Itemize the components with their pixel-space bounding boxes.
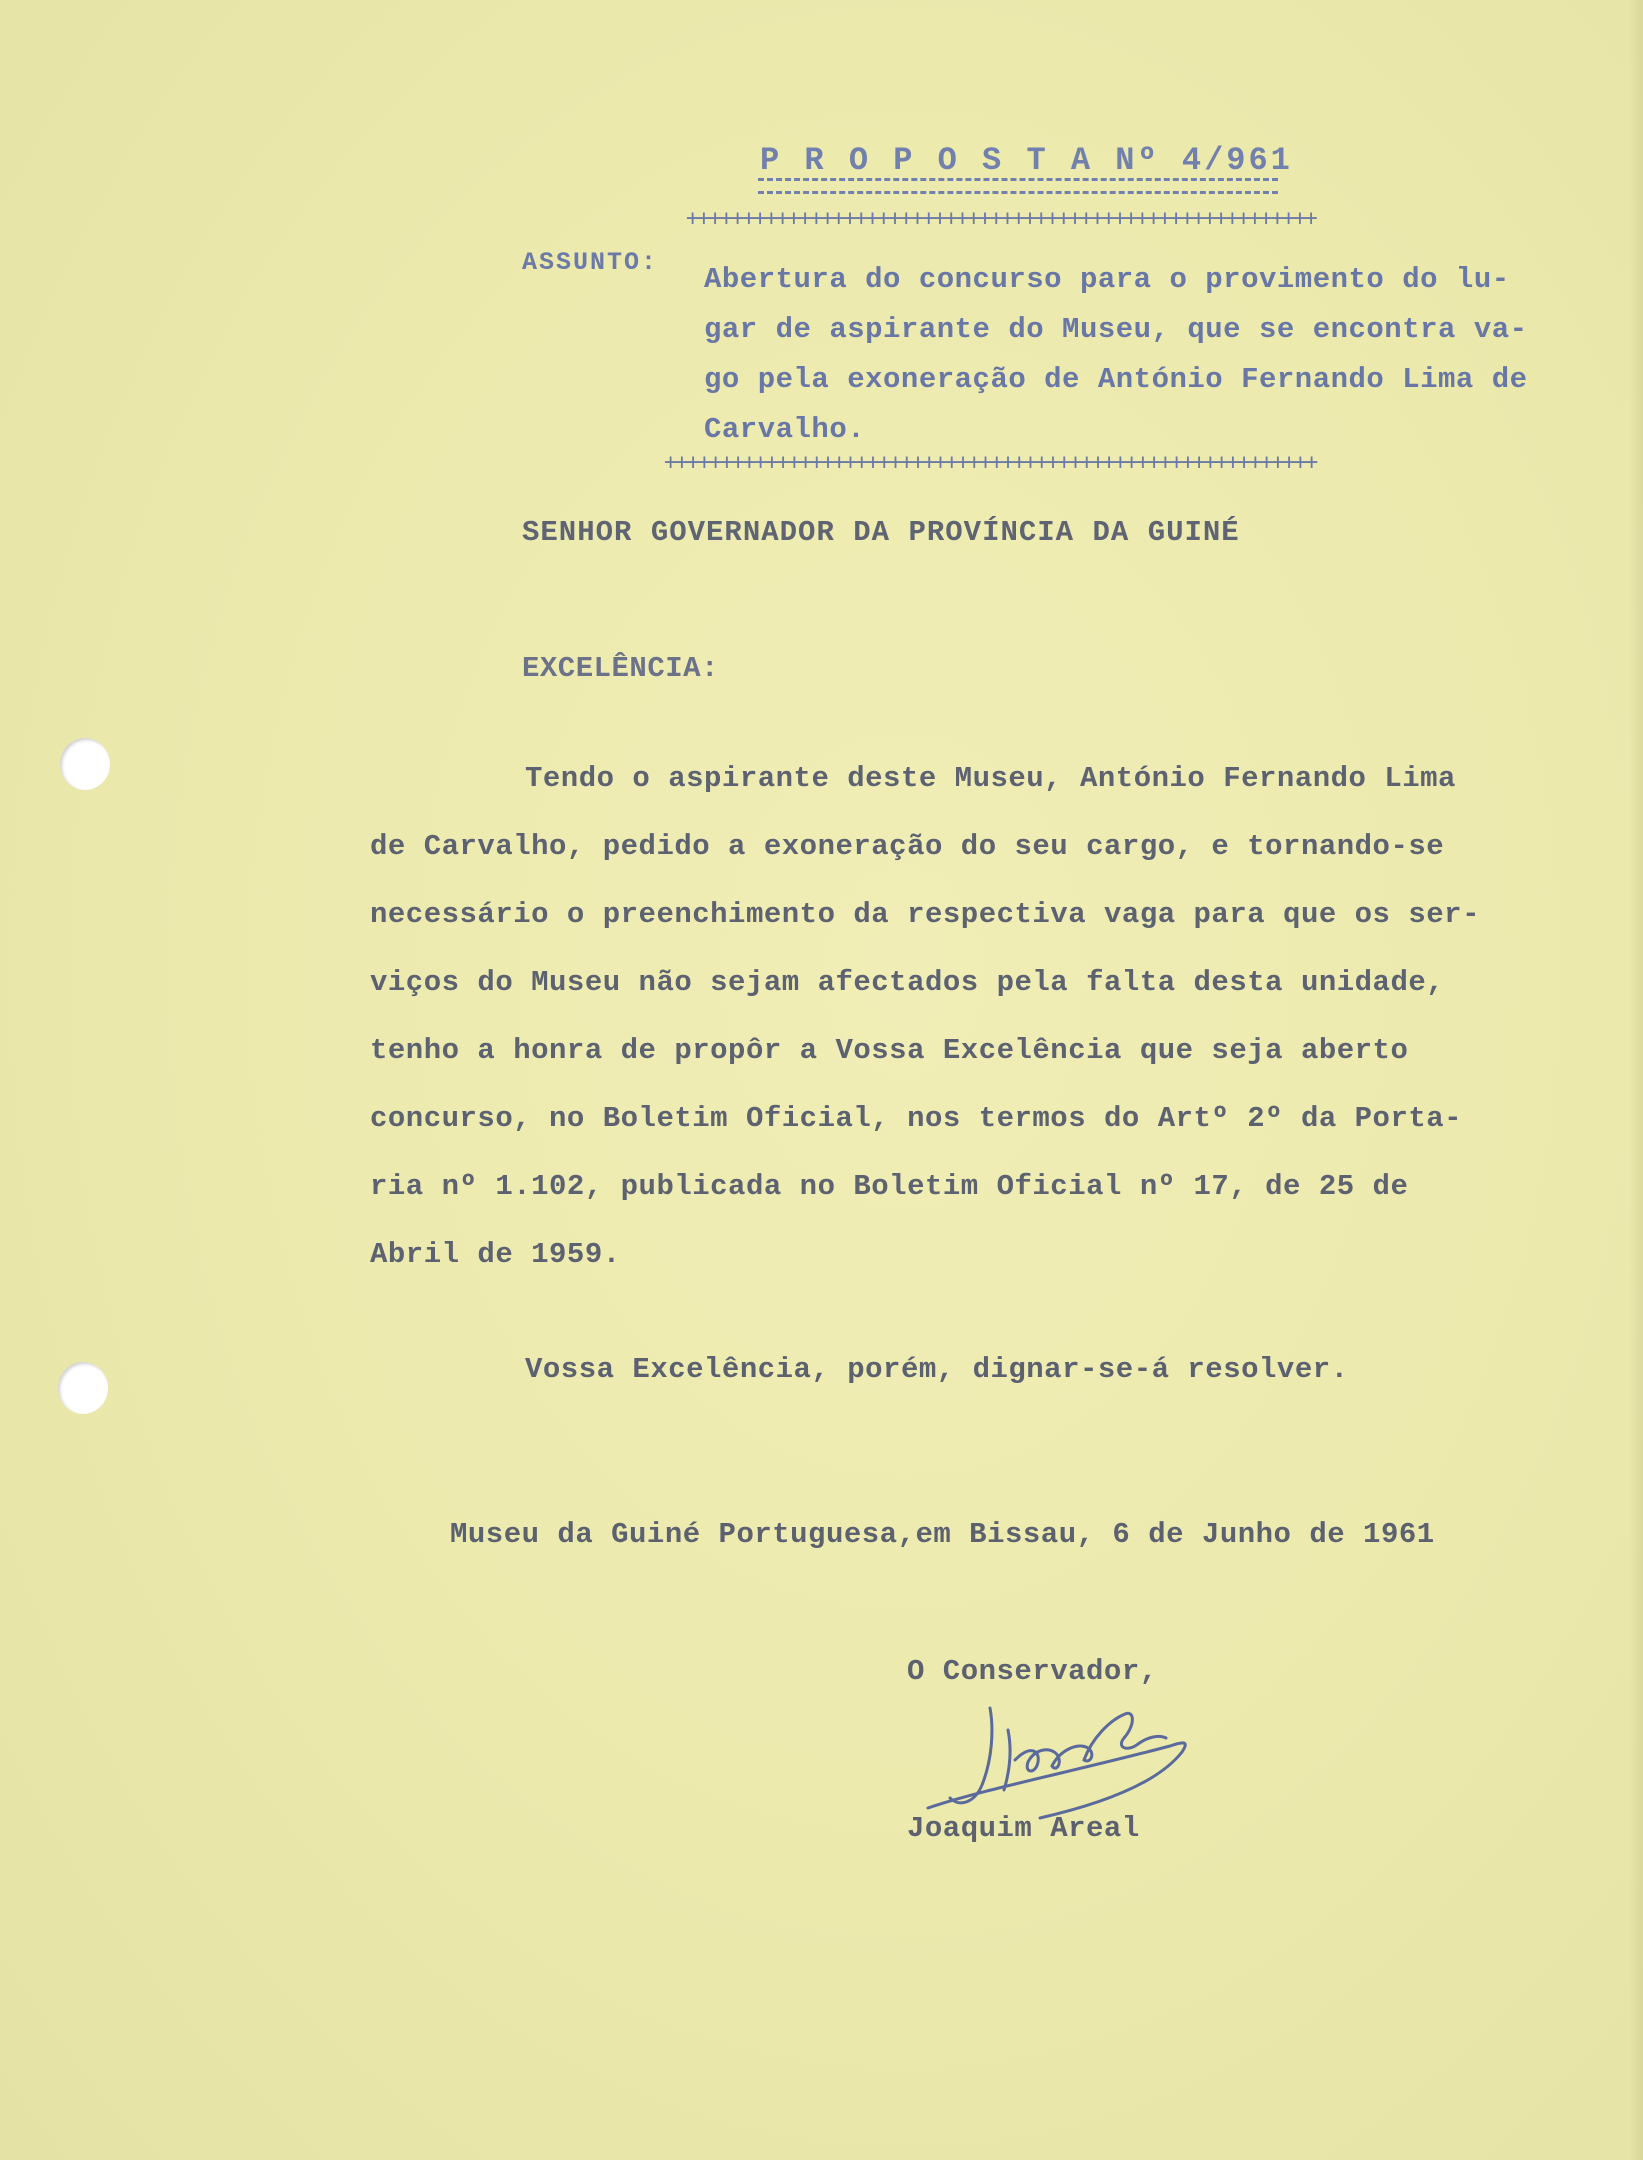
body-line: ria nº 1.102, publicada no Boletim Oficial nº 17, de 25 de: [370, 1170, 1409, 1203]
separator-top: ++++++++++++++++++++++++++++++++++++++++++++++++++++++++: [686, 206, 1316, 231]
salutation: EXCELÊNCIA:: [522, 652, 719, 685]
signer-name: Joaquim Areal: [907, 1812, 1140, 1845]
assunto-line: go pela exoneração de António Fernando Lima de: [704, 363, 1528, 396]
body-line: viços do Museu não sejam afectados pela falta desta unidade,: [370, 966, 1445, 999]
body-line: necessário o preenchimento da respectiva vaga para que os ser-: [370, 898, 1480, 931]
document-title: P R O P O S T A Nº 4/961: [760, 142, 1293, 179]
assunto-text: [704, 255, 1624, 455]
separator-bottom: ++++++++++++++++++++++++++++++++++++++++++++++++++++++++++: [664, 450, 1317, 475]
body-line: tenho a honra de propôr a Vossa Excelência que seja aberto: [370, 1034, 1409, 1067]
paper-edge-shade: [1629, 0, 1643, 2160]
punch-hole-top: [60, 738, 110, 790]
addressee: SENHOR GOVERNADOR DA PROVÍNCIA DA GUINÉ: [522, 516, 1240, 549]
title-underline: [758, 178, 1278, 194]
assunto-line: Abertura do concurso para o provimento do lu-: [704, 263, 1510, 296]
body-paragraph: [370, 745, 1570, 1289]
body-line: Abril de 1959.: [370, 1238, 621, 1271]
closing-formula: Vossa Excelência, porém, dignar-se-á resolver.: [525, 1353, 1349, 1386]
body-line: Tendo o aspirante deste Museu, António Fernando Lima: [525, 762, 1456, 795]
body-line: concurso, no Boletim Oficial, nos termos do Artº 2º da Porta-: [370, 1102, 1463, 1135]
punch-hole-bottom: [58, 1362, 108, 1414]
signer-title: O Conservador,: [907, 1655, 1158, 1688]
body-line: de Carvalho, pedido a exoneração do seu cargo, e tornando-se: [370, 830, 1445, 863]
assunto-label: ASSUNTO:: [522, 248, 659, 277]
assunto-line: Carvalho.: [704, 413, 866, 446]
assunto-line: gar de aspirante do Museu, que se encontra va-: [704, 313, 1528, 346]
place-and-date: Museu da Guiné Portuguesa,em Bissau, 6 de Junho de 1961: [450, 1518, 1435, 1551]
